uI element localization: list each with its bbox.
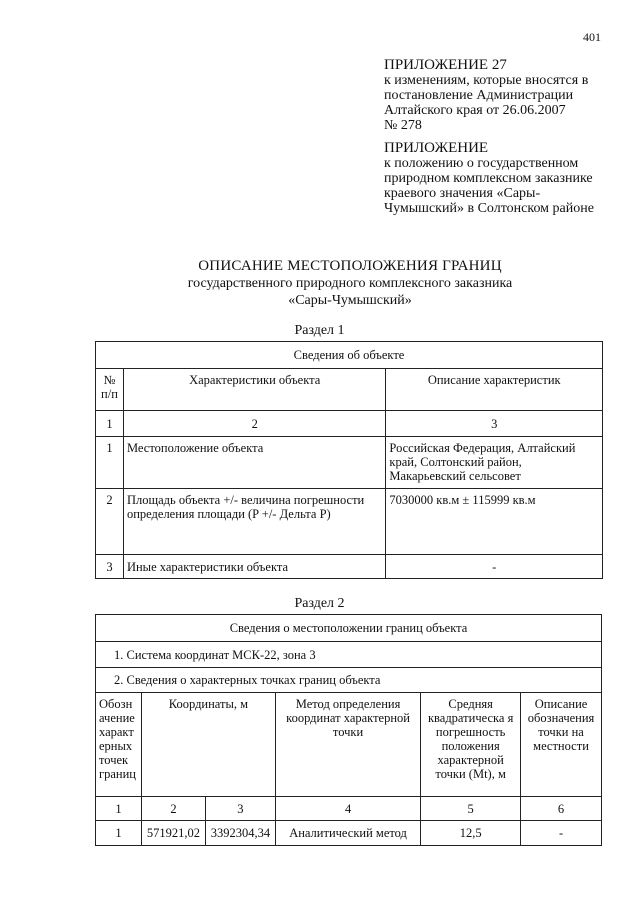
page-number: 401	[583, 30, 601, 44]
title-line-1: ОПИСАНИЕ МЕСТОПОЛОЖЕНИЯ ГРАНИЦ	[198, 258, 502, 274]
appendix-line: Чумышский» в Солтонском районе	[384, 201, 594, 216]
index-cell: 5	[421, 797, 521, 821]
boundary-points-table	[95, 614, 602, 846]
title-line-2: государственного природного комплексного заказника	[187, 276, 513, 291]
row-number: 1	[96, 437, 124, 489]
point-accuracy: 12,5	[421, 821, 521, 846]
column-header-description: Описание характеристик	[386, 369, 603, 411]
appendix-line: краевого значения «Сары-	[384, 186, 541, 201]
appendix-line: природном комплексном заказнике	[384, 171, 593, 186]
coordinate-x: 571921,02	[141, 821, 205, 846]
appendix-27-line: к изменениям, которые вносятся в	[384, 73, 589, 88]
appendix-27-line: Алтайского края от 26.06.2007	[384, 103, 566, 118]
row-characteristic: Площадь объекта +/- величина погрешности определения площади (P +/- Дельта P)	[123, 489, 385, 555]
index-cell: 3	[386, 411, 603, 437]
point-method: Аналитический метод	[275, 821, 420, 846]
row-characteristic: Местоположение объекта	[123, 437, 385, 489]
row-characteristic: Иные характеристики объекта	[123, 555, 385, 579]
appendix-heading: ПРИЛОЖЕНИЕ	[384, 140, 489, 156]
index-cell: 1	[96, 797, 142, 821]
appendix-27-line: постановление Администрации	[384, 88, 574, 103]
point-designation: 1	[96, 821, 142, 846]
point-description: -	[521, 821, 602, 846]
column-header-num: № п/п	[96, 369, 124, 411]
row-number: 3	[96, 555, 124, 579]
row-description: -	[386, 555, 603, 579]
row-number: 2	[96, 489, 124, 555]
document-title	[0, 258, 639, 309]
index-cell: 2	[123, 411, 385, 437]
column-header-coordinates: Координаты, м	[141, 693, 275, 797]
column-header-method: Метод определения координат характерной точки	[275, 693, 420, 797]
points-title: 2. Сведения о характерных точках границ объекта	[96, 668, 602, 693]
column-header-designation: Обозн ачение характ ерных точек границ	[96, 693, 142, 797]
column-header-accuracy: Средняя квадратическа я погрешность положения характерной точки (Mt), м	[421, 693, 521, 797]
coordinate-y: 3392304,34	[205, 821, 275, 846]
index-cell: 2	[141, 797, 205, 821]
table-row	[96, 437, 603, 489]
table-row	[96, 555, 603, 579]
index-cell: 1	[96, 411, 124, 437]
column-header-characteristic: Характеристики объекта	[123, 369, 385, 411]
coordinate-system: 1. Система координат МСК-22, зона 3	[96, 642, 602, 668]
table-row	[96, 489, 603, 555]
table-title: Сведения об объекте	[96, 342, 603, 369]
appendix-block	[384, 141, 594, 216]
column-header-point-description: Описание обозначения точки на местности	[521, 693, 602, 797]
row-description: Российская Федерация, Алтайский край, Солтонский район, Макарьевский сельсовет	[386, 437, 603, 489]
appendix-27-line: № 278	[384, 118, 422, 133]
appendix-line: к положению о государственном	[384, 156, 579, 171]
table-row	[96, 821, 602, 846]
index-cell: 4	[275, 797, 420, 821]
title-line-3: «Сары-Чумышский»	[288, 293, 412, 308]
object-info-table	[95, 341, 603, 579]
section-2-label: Раздел 2	[294, 596, 345, 611]
appendix-27-heading: ПРИЛОЖЕНИЕ 27	[384, 57, 507, 73]
index-cell: 6	[521, 797, 602, 821]
row-description: 7030000 кв.м ± 115999 кв.м	[386, 489, 603, 555]
table-title: Сведения о местоположении границ объекта	[96, 615, 602, 642]
appendix-27-block	[384, 58, 588, 133]
section-1-label: Раздел 1	[294, 323, 345, 338]
index-cell: 3	[205, 797, 275, 821]
